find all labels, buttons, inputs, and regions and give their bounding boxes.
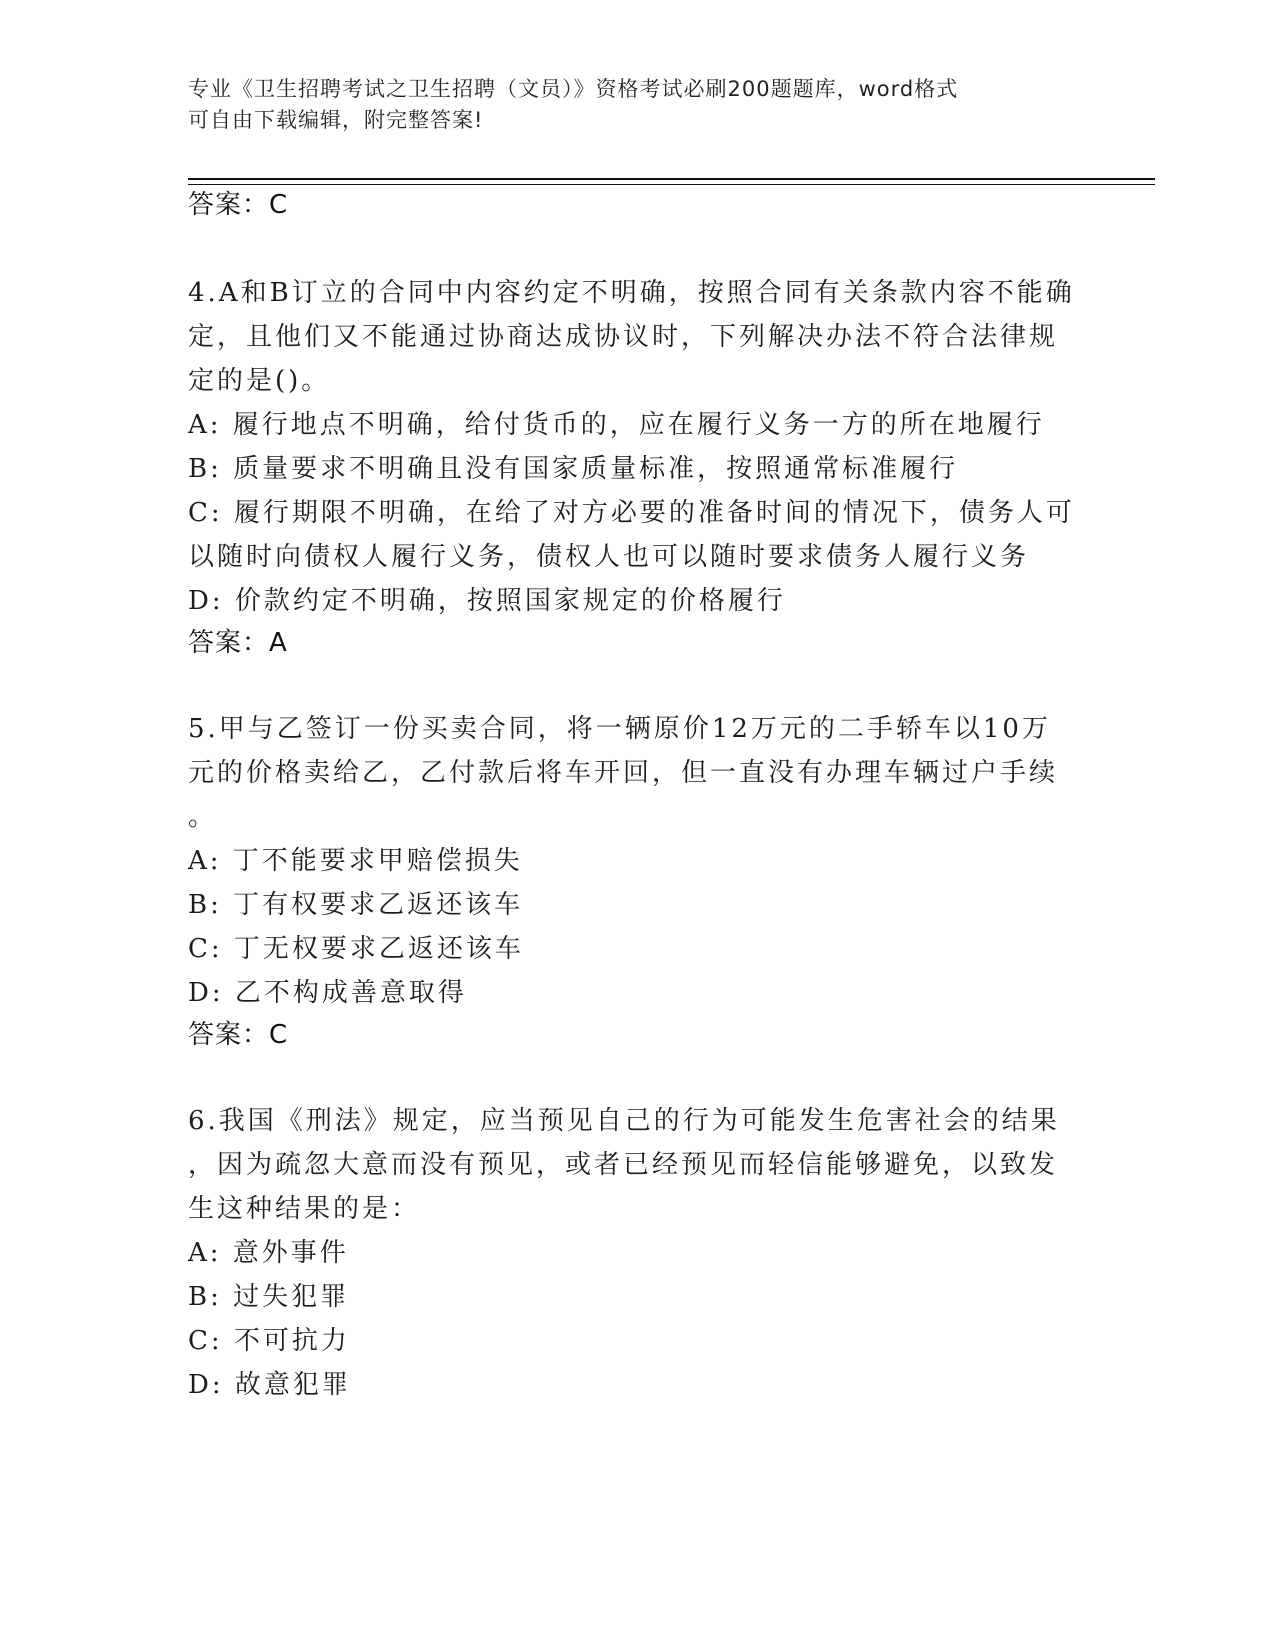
question-5-answer: 答案：C [188,1020,289,1050]
header-line-2: 可自由下载编辑，附完整答案! [188,108,484,132]
header-divider-thin [188,184,1155,185]
question-6-option-b: B: 过失犯罪 [188,1282,350,1312]
question-4-option-b: B: 质量要求不明确且没有国家质量标准，按照通常标准履行 [188,454,959,484]
question-4-option-a: A: 履行地点不明确，给付货币的，应在履行义务一方的所在地履行 [188,410,1045,440]
question-5-line-3: 。 [188,802,218,832]
question-4-line-2: 定，且他们又不能通过协商达成协议时，下列解决办法不符合法律规 [188,322,1059,352]
question-5-option-b: B: 丁有权要求乙返还该车 [188,890,524,920]
question-5-line-2: 元的价格卖给乙，乙付款后将车开回，但一直没有办理车辆过户手续 [188,758,1059,788]
question-6-option-c: C: 不可抗力 [188,1326,350,1356]
document-header [188,74,1078,136]
question-6-line-2: ，因为疏忽大意而没有预见，或者已经预见而轻信能够避免，以致发 [188,1150,1059,1180]
question-4-option-d: D: 价款约定不明确，按照国家规定的价格履行 [188,586,786,616]
question-5-option-a: A: 丁不能要求甲赔偿损失 [188,846,523,876]
header-line-1: 专业《卫生招聘考试之卫生招聘（文员）》资格考试必刷200题题库，word格式 [188,77,959,101]
question-6-option-d: D: 故意犯罪 [188,1370,351,1400]
question-4-answer: 答案：A [188,628,288,658]
question-6-line-1: 6.我国《刑法》规定，应当预见自己的行为可能发生危害社会的结果 [188,1106,1060,1136]
question-5-line-1: 5.甲与乙签订一份买卖合同，将一辆原价12万元的二手轿车以10万 [188,714,1051,744]
question-6-line-3: 生这种结果的是： [188,1194,421,1224]
question-4-line-1: 4.A和B订立的合同中内容约定不明确，按照合同有关条款内容不能确 [188,278,1075,308]
question-5-option-d: D: 乙不构成善意取得 [188,978,467,1008]
question-4-line-3: 定的是()。 [188,366,331,396]
question-4-option-c: C: 履行期限不明确，在给了对方必要的准备时间的情况下，债务人可 [188,498,1075,528]
question-4-option-c-cont: 以随时向债权人履行义务，债权人也可以随时要求债务人履行义务 [188,542,1030,572]
question-6-option-a: A: 意外事件 [188,1238,349,1268]
question-5-option-c: C: 丁无权要求乙返还该车 [188,934,524,964]
header-divider-thick [188,178,1155,180]
previous-answer: 答案：C [188,190,289,220]
